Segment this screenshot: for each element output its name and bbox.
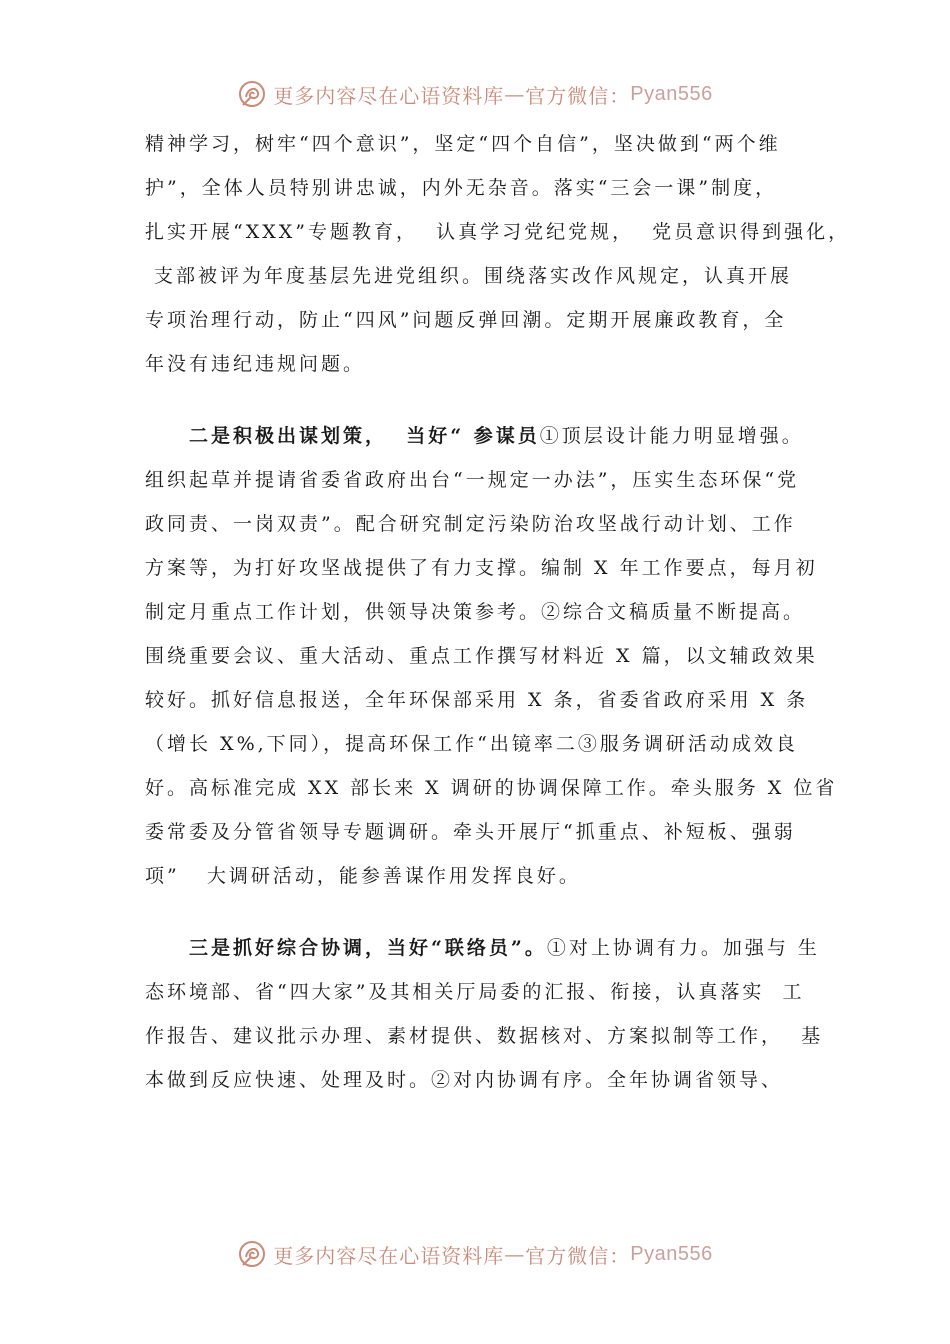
header-watermark [0,74,950,114]
text-line: 态环境部、省“四大家”及其相关厅局委的汇报、衔接，认真落实 工 [145,981,805,1003]
paragraph-2-first-text: ①顶层设计能力明显增强。 [539,425,804,447]
document-body [145,122,851,1102]
rose-logo-icon [237,1239,267,1269]
text-line: 作报告、建议批示办理、素材提供、数据核对、方案拟制等工作， 基 [145,1025,824,1047]
text-line: 较好。抓好信息报送，全年环保部采用 X 条，省委省政府采用 X 条 [145,689,809,711]
watermark-brand: 更多内容尽在心语资料库 [273,1243,505,1268]
text-line: 精神学习，树牢“四个意识”，坚定“四个自信”，坚决做到“两个维 [145,133,781,155]
watermark-wechat-id: Pyan556 [630,82,713,105]
text-line: 好。高标准完成 XX 部长来 X 调研的协调保障工作。牵头服务 X 位省 [145,777,838,799]
text-line: 政同责、一岗双责”。配合研究制定污染防治攻坚战行动计划、工作 [145,513,796,535]
paragraph-3-first-line [145,926,820,970]
paragraph-3 [145,926,824,1102]
paragraph-3-first-text: ①对上协调有力。加强与 生 [546,937,820,959]
rose-logo-icon [237,79,267,109]
paragraph-2-first-line [145,414,809,458]
footer-watermark [0,1234,950,1274]
text-line: （增长 X%,下同），提高环保工作“出镜率二③服务调研活动成效良 [145,733,798,755]
text-line: 组织起草并提请省委省政府出台“一规定一办法”，压实生态环保“党 [145,469,800,491]
text-line: 专项治理行动，防止“四风”问题反弹回潮。定期开展廉政教育，全 [145,309,787,331]
paragraph-2 [145,414,838,898]
watermark-label: 官方微信： [525,83,631,108]
text-line: 方案等，为打好攻坚战提供了有力支撑。编制 X 年工作要点，每月初 [145,557,818,579]
text-line: 制定月重点工作计划，供领导决策参考。②综合文稿质量不断提高。 [145,601,806,623]
text-line: 护”，全体人员特别讲忠诚，内外无杂音。落实“三会一课”制度， [145,177,778,199]
paragraph-gap [145,898,809,926]
text-line: 围绕重要会议、重大活动、重点工作撰写材料近 X 篇，以文辅政效果 [145,645,818,667]
watermark-wechat-id: Pyan556 [630,1242,713,1265]
paragraph-1 [145,122,851,386]
text-line: 本做到反应快速、处理及时。②对内协调有序。全年协调省领导、 [145,1069,784,1091]
watermark-separator: — [504,1242,526,1266]
text-line: 支部被评为年度基层先进党组织。围绕落实改作风规定，认真开展 [145,265,793,287]
watermark-separator: — [504,82,526,106]
paragraph-2-heading: 二是积极出谋划策， 当好“ 参谋员 [189,425,540,447]
watermark-label: 官方微信： [525,1243,631,1268]
text-line: 扎实开展“XXX”专题教育， 认真学习党纪党规， 党员意识得到强化， [145,221,851,243]
paragraph-3-heading: 三是抓好综合协调，当好“联络员”。 [189,937,547,959]
text-line: 项” 大调研活动，能参善谋作用发挥良好。 [145,865,581,887]
paragraph-gap [145,386,809,414]
text-line: 年没有违纪违规问题。 [145,353,366,375]
text-line: 委常委及分管省领导专题调研。牵头开展厅“抓重点、补短板、强弱 [145,821,796,843]
watermark-brand: 更多内容尽在心语资料库 [273,83,505,108]
